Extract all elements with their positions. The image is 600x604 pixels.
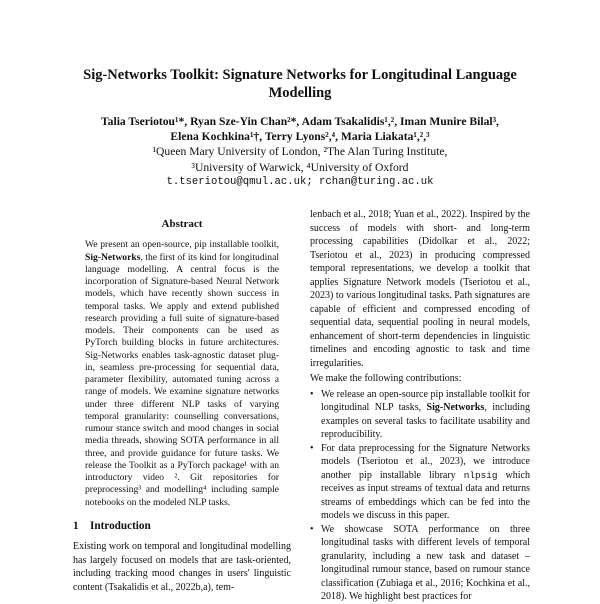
introduction-heading xyxy=(73,520,291,533)
contributions-list xyxy=(310,388,530,604)
left-column xyxy=(73,218,291,594)
bullet-1-text-a: We release an open-source pip installable toolkit for longitudinal NLP tasks, xyxy=(321,388,530,413)
right-column xyxy=(310,208,530,604)
author-emails: t.tseriotou@qmul.ac.uk; rchan@turing.ac.uk xyxy=(166,175,434,188)
bullet-2-code: nlpsig xyxy=(463,469,498,481)
abstract-text xyxy=(73,239,291,509)
list-item xyxy=(310,388,530,442)
title-line-2: Modelling xyxy=(268,85,332,101)
abstract-toolkit-name: Sig-Networks xyxy=(85,251,141,263)
authors-line-1: Talia Tseriotou¹*, Ryan Sze-Yin Chan²*, Adam Tsakalidis¹,², Iman Munire Bilal³, xyxy=(101,115,499,128)
abstract-text-part-2: , the first of its kind for longitudinal language modelling. A central focus is the incorporation of Signature-based Neural Network models, which have recently shown success in temporal tasks. We apply and extend published research providing a full suite of signature-based models. Their components can be used as PyTorch building blocks in future architectures. Sig-Networks enables task-agnostic dataset plug-in, seamless pre-processing for sequential data, parameter flexibility, automated tuning across a range of models. We examine signature networks under three different NLP tasks of varying temporal granularity: counselling conversations, rumour stance switch and mood changes in social media threads, showing SOTA performance in all three, and provide guidance for future tasks. We release the Toolkit as a PyTorch package¹ with an introductory video ². Git repositories for preprocessing³ and modelling⁴ including sample notebooks on the modeled NLP tasks. xyxy=(85,251,279,508)
author-block xyxy=(40,114,560,190)
affiliation-line-1: ¹Queen Mary University of London, ²The Alan Turing Institute, xyxy=(152,145,448,159)
introduction-text: Existing work on temporal and longitudinal modelling has largely focused on models that are task-oriented, including tracking mood changes in users' linguistic content (Tsakalidis et al., 2022b,a), tem- xyxy=(73,541,291,593)
bullet-marker: • xyxy=(310,388,314,400)
abstract-text-part-1: We present an open-source, pip installable toolkit, xyxy=(85,239,279,251)
list-item xyxy=(310,442,530,523)
bullet-3-text: We showcase SOTA performance on three longitudinal tasks with different levels of temporal granularity, including a new task and dataset – longitudinal rumour stance, based on rumour stance classification (Zubiaga et al., 2016; Kochkina et al., 2018). We highlight best practices for xyxy=(321,523,530,602)
list-item xyxy=(310,523,530,604)
bullet-2-text-a: For data preprocessing for the Signature Networks models (Tseriotou et al., 2023), we introduce another pip installable library xyxy=(321,442,530,481)
bullet-marker: • xyxy=(310,523,314,535)
title-line-1: Sig-Networks Toolkit: Signature Networks for Longitudinal Language xyxy=(83,67,517,83)
bullet-2-text-b: which receives as input streams of textual data and returns streams of embeddings which can be fed into the models we discuss in this paper. xyxy=(321,469,530,521)
paper-title xyxy=(40,66,560,102)
affiliation-line-2: ³University of Warwick, ⁴University of Oxford xyxy=(191,160,409,174)
abstract-heading: Abstract xyxy=(161,218,203,230)
bullet-1-toolkit-name: Sig-Networks xyxy=(426,402,485,413)
section-title: Introduction xyxy=(90,519,151,532)
section-number: 1 xyxy=(73,519,79,532)
bullet-1-text-c: , including examples on several tasks to facilitate usability and reproducibility. xyxy=(321,402,530,440)
contributions-lead: We make the following contributions: xyxy=(310,373,462,384)
bullet-marker: • xyxy=(310,442,314,454)
right-paragraph-1: lenbach et al., 2018; Yuan et al., 2022). Inspired by the success of models with short- and long-term processing capabilities (Didolkar et al., 2022; Tseriotou et al., 2023) in producing compressed temporal representations, we develop a toolkit that applies Signature Network models (Tseriotou et al., 2023) to various longitudinal tasks. Path signatures are capable of efficient and compressed encoding of sequential data, sequential pooling in neural models, enhancement of short-term dependencies in linguistic timelines and encoding agnostic to task and time irregularities. xyxy=(310,209,530,369)
authors-line-2: Elena Kochkina¹†, Terry Lyons²,⁴, Maria Liakata¹,²,³ xyxy=(170,130,430,144)
